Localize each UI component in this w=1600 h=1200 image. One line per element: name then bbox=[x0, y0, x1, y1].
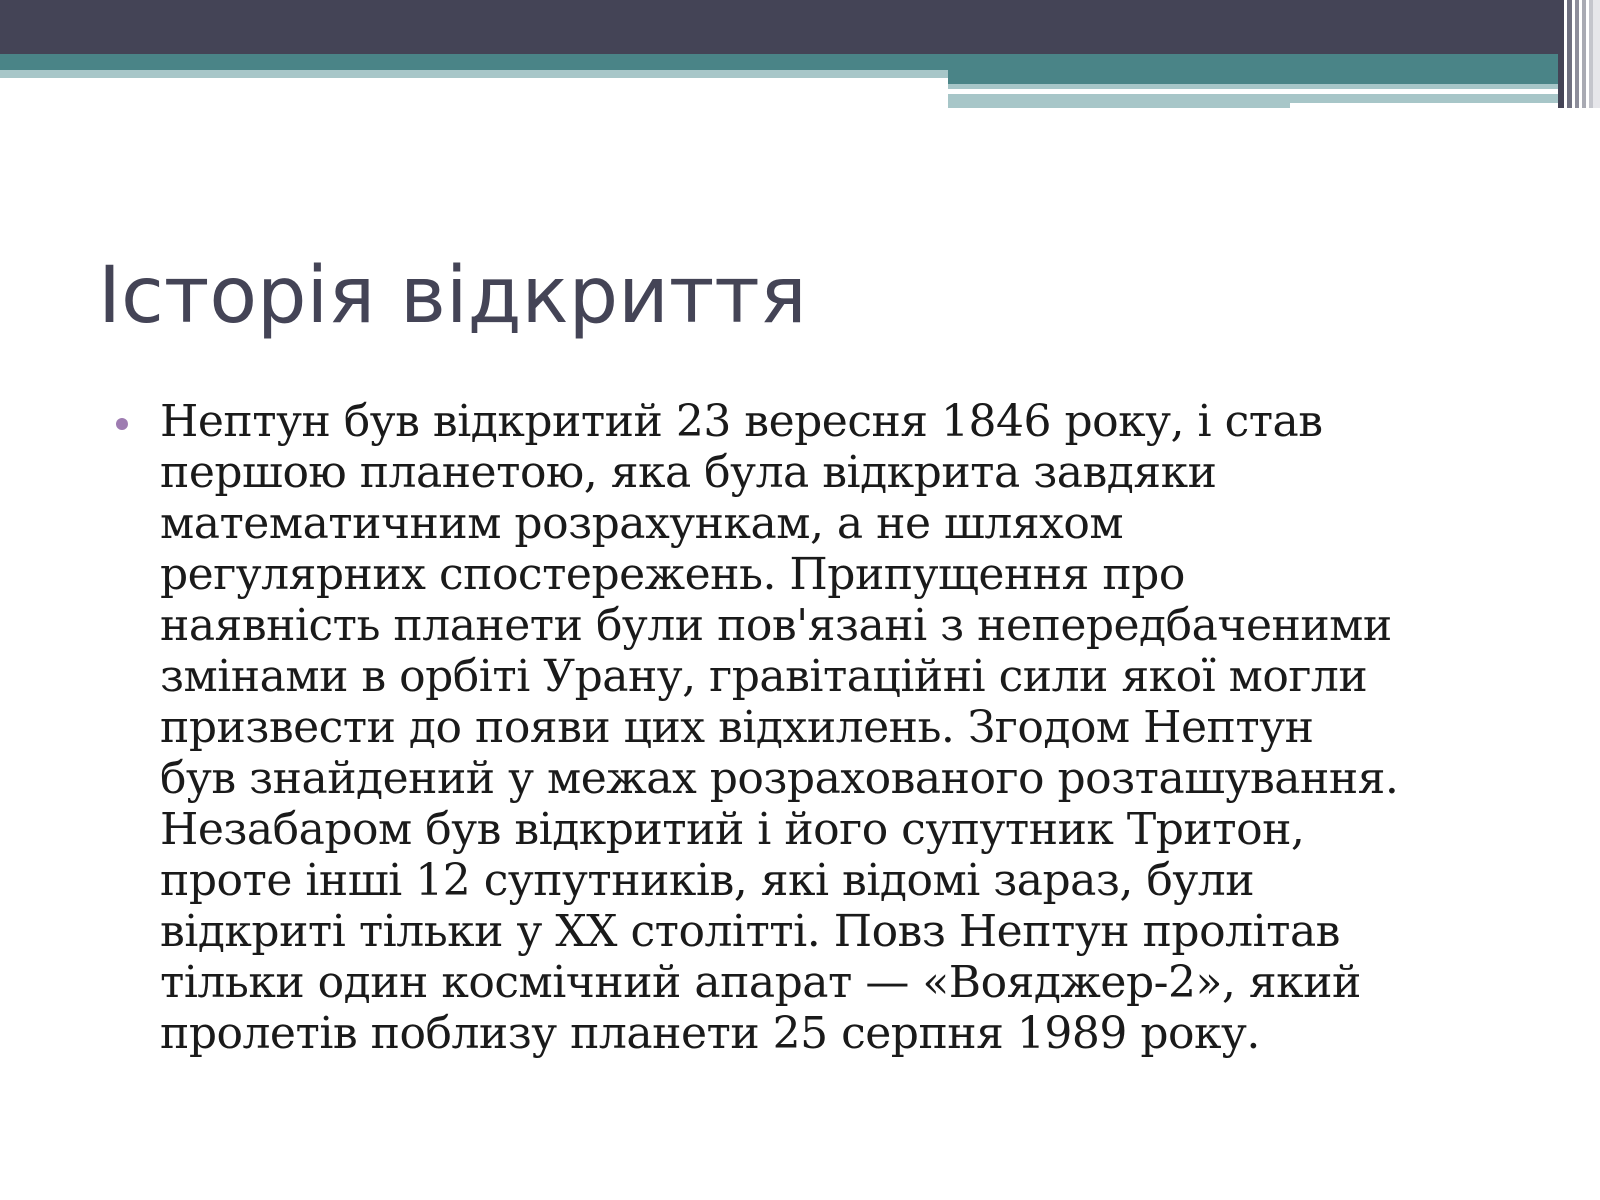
header-band-light-left bbox=[0, 70, 948, 78]
header-band-dark bbox=[0, 0, 1600, 54]
bullet-line: наявність планети були пов'язані з непередбаченими bbox=[160, 600, 1392, 651]
bullet-line: призвести до появи цих відхилень. Згодом Нептун bbox=[160, 702, 1314, 753]
bullet-line: відкриті тільки у XX столітті. Повз Нептун пролітав bbox=[160, 906, 1340, 957]
bullet-line: пролетів поблизу планети 25 серпня 1989 року. bbox=[160, 1008, 1260, 1059]
header-vertical-stripes bbox=[1558, 0, 1600, 108]
bullet-line: тільки один космічний апарат — «Вояджер-2», який bbox=[160, 957, 1361, 1008]
bullet-line: першою планетою, яка була відкрита завдяки bbox=[160, 447, 1217, 498]
bullet-dot-icon bbox=[116, 418, 128, 430]
header-band-teal bbox=[0, 54, 1600, 70]
bullet-line: Нептун був відкритий 23 вересня 1846 року, і став bbox=[160, 396, 1323, 447]
header-divider-line-short bbox=[1290, 103, 1600, 108]
bullet-line: математичним розрахункам, а не шляхом bbox=[160, 498, 1124, 549]
header-band-teal-right bbox=[948, 70, 1600, 84]
bullet-line: проте інші 12 супутників, які відомі зараз, були bbox=[160, 855, 1255, 906]
slide-title: Історія відкриття bbox=[98, 251, 807, 341]
bullet-line: Незабаром був відкритий і його супутник Тритон, bbox=[160, 804, 1305, 855]
bullet-line: змінами в орбіті Урану, гравітаційні сили якої могли bbox=[160, 651, 1368, 702]
bullet-text bbox=[160, 396, 1555, 1059]
bullet-line: був знайдений у межах розрахованого розташування. bbox=[160, 753, 1399, 804]
bullet-line: регулярних спостережень. Припущення про bbox=[160, 549, 1185, 600]
